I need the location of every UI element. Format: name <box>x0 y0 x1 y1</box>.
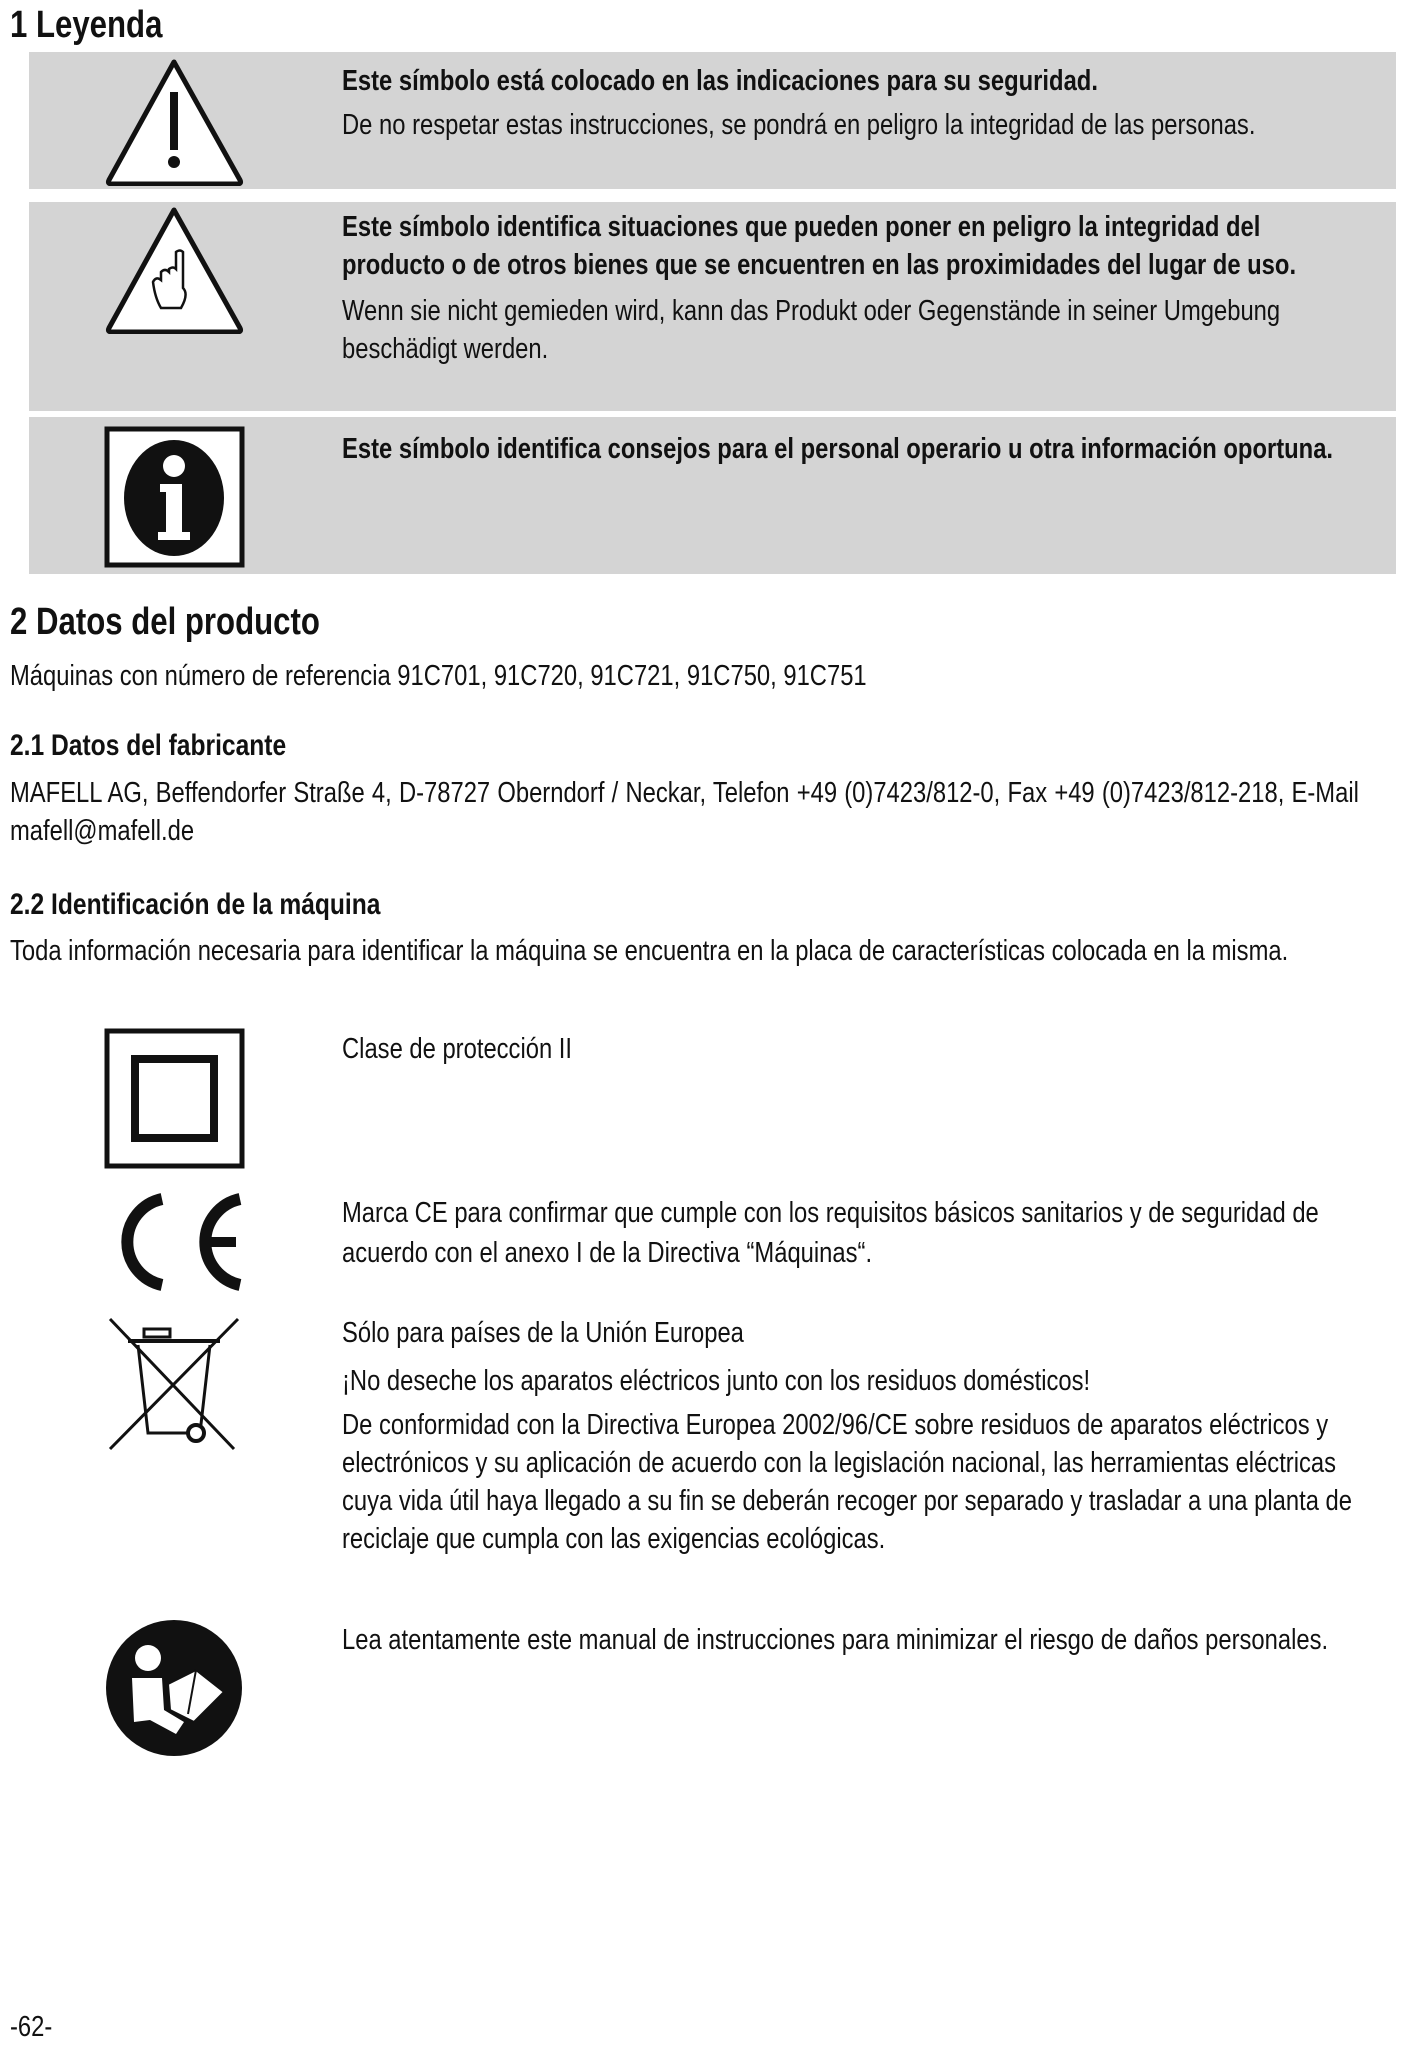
weee-warning: ¡No deseche los aparatos eléctricos junto con los residuos domésticos! <box>342 1365 1091 1397</box>
manufacturer-address: MAFELL AG, Beffendorfer Straße 4, D-78727 Oberndorf / Neckar, Telefon +49 (0)7423/812-0, Fax +49 (0)7423/812-218, E-Mail mafell@mafell.de <box>10 777 1359 847</box>
legend-safety-desc: De no respetar estas instrucciones, se pondrá en peligro la integridad de las personas. <box>342 109 1256 141</box>
legend-info-bold: Este símbolo identifica consejos para el personal operario u otra información oportuna. <box>342 433 1334 465</box>
section-2-heading: 2 Datos del producto <box>10 601 320 643</box>
ce-mark-icon <box>104 1191 245 1293</box>
section-1-heading: 1 Leyenda <box>10 4 163 46</box>
section-2-2-heading: 2.2 Identificación de la máquina <box>10 888 381 921</box>
legend-caution-bold: Este símbolo identifica situaciones que pueden poner en peligro la integridad del producto o de otros bienes que se encuentren en las proximidades del lugar de uso. <box>342 211 1297 281</box>
legend-safety-text <box>342 62 1363 144</box>
product-models: Máquinas con número de referencia 91C701, 91C720, 91C721, 91C750, 91C751 <box>10 660 867 692</box>
protection-class-ii-icon <box>104 1028 245 1169</box>
legend-safety-bold: Este símbolo está colocado en las indicaciones para su seguridad. <box>342 65 1098 97</box>
legend-caution-text <box>342 208 1363 368</box>
legend-caution-desc: Wenn sie nicht gemieden wird, kann das Produkt oder Gegenstände in seiner Umgebung beschädigt werden. <box>342 295 1281 365</box>
caution-hand-icon <box>104 206 245 334</box>
info-icon <box>104 426 245 568</box>
page-number: -62- <box>10 2011 53 2043</box>
identification-text: Toda información necesaria para identificar la máquina se encuentra en la placa de características colocada en la misma. <box>10 935 1289 967</box>
legend-info-text <box>342 430 1363 468</box>
weee-text <box>342 1314 1363 1558</box>
read-manual-icon <box>104 1618 245 1759</box>
ce-mark-text: Marca CE para confirmar que cumple con los requisitos básicos sanitarios y de seguridad de acuerdo con el anexo I de la Directiva “Máquinas“. <box>342 1197 1319 1269</box>
weee-bin-icon <box>104 1315 245 1451</box>
read-manual-text: Lea atentamente este manual de instrucciones para minimizar el riesgo de daños personales. <box>342 1624 1329 1656</box>
weee-directive: De conformidad con la Directiva Europea 2002/96/CE sobre residuos de aparatos eléctricos y electrónicos y su aplicación de acuerdo con la legislación nacional, las herramientas eléctricas cuya vida útil haya llegado a su fin se deberán recoger por separado y trasladar a una planta de reciclaje que cumpla con las exigencias ecológicas. <box>342 1409 1352 1555</box>
section-2-1-heading: 2.1 Datos del fabricante <box>10 729 287 762</box>
protection-class-text: Clase de protección II <box>342 1033 572 1065</box>
weee-eu-only: Sólo para países de la Unión Europea <box>342 1317 744 1349</box>
warning-triangle-icon <box>104 58 245 186</box>
